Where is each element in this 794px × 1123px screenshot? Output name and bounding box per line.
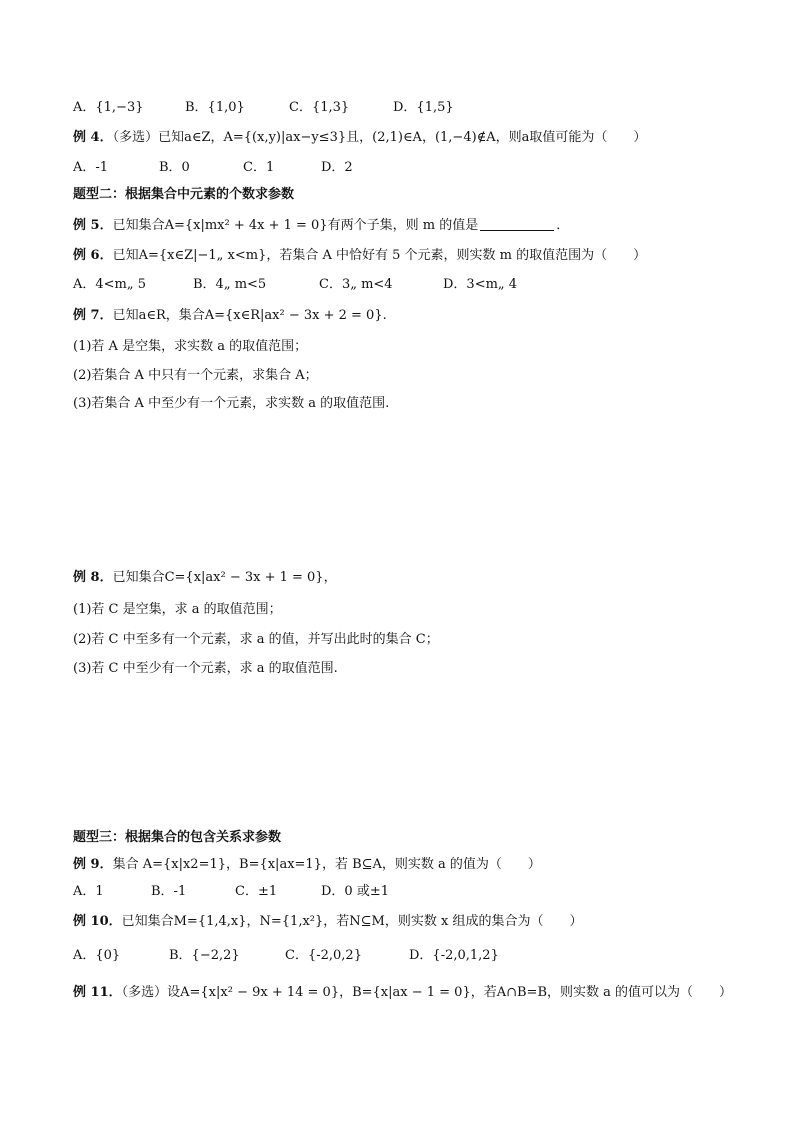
ex10-option-b: B．{−2,2}	[169, 948, 240, 963]
example-4-text: （多选）已知a∈Z，A={(x,y)|ax−y≤3}且，(2,1)∈A，(1,−4)∉A，则a取值可能为（ ）	[112, 130, 647, 145]
ex10-option-c: C．{-2,0,2}	[285, 948, 362, 963]
ex9-option-a: A．1	[73, 884, 104, 899]
ex4-option-d: D．2	[321, 160, 353, 175]
section-heading-3: 题型三：根据集合的包含关系求参数	[73, 830, 282, 845]
answer-blank	[480, 216, 554, 231]
example-7-part-3: (3)若集合 A 中至少有一个元素，求实数 a 的取值范围.	[73, 396, 390, 411]
example-5-end: ．	[556, 218, 570, 233]
example-10-stem	[73, 912, 734, 932]
ex9-option-c: C．±1	[235, 884, 278, 899]
example-8-stem	[73, 568, 734, 588]
example-6-stem	[73, 246, 734, 266]
example-6-text: 已知A={x∈Z|−1„ x<m}，若集合 A 中恰好有 5 个元素，则实数 m 的取值范围为（ ）	[112, 248, 647, 263]
example-6-options	[73, 275, 734, 295]
q3-option-d: D．{1,5}	[393, 100, 454, 115]
example-9-options	[73, 882, 734, 902]
example-8-part-3: (3)若 C 中至少有一个元素，求 a 的取值范围.	[73, 661, 338, 676]
example-5	[73, 216, 734, 236]
example-10-text: 已知集合M={1,4,x}，N={1,x²}，若N⊆M，则实数 x 组成的集合为（ ）	[121, 914, 583, 929]
example-11-stem	[73, 983, 734, 1003]
section-heading-2: 题型二：根据集合中元素的个数求参数	[73, 187, 295, 202]
example-7-label: 例 7．	[73, 308, 113, 323]
ex6-option-a: A．4<m„ 5	[73, 277, 147, 292]
example-7-part-1: (1)若 A 是空集，求实数 a 的取值范围；	[73, 339, 308, 354]
ex6-option-b: B．4„ m<5	[193, 277, 267, 292]
ex9-option-b: B．-1	[151, 884, 187, 899]
example-8-text: 已知集合C={x|ax² − 3x + 1 = 0}，	[112, 570, 337, 585]
ex4-option-c: C．1	[243, 160, 275, 175]
example-6-label: 例 6．	[73, 248, 113, 263]
ex4-option-b: B．0	[159, 160, 190, 175]
ex6-option-d: D．3<m„ 4	[443, 277, 518, 292]
example-10-label: 例 10．	[73, 914, 122, 929]
example-7-part-2: (2)若集合 A 中只有一个元素，求集合 A；	[73, 368, 318, 383]
q3-options	[73, 98, 734, 118]
example-11-text: （多选）设A={x|x² − 9x + 14 = 0}，B={x|ax − 1 = 0}，若A∩B=B，则实数 a 的值可以为（ ）	[121, 985, 733, 1000]
q3-option-b: B．{1,0}	[185, 100, 245, 115]
example-8-label: 例 8．	[73, 570, 113, 585]
ex9-option-d: D．0 或±1	[321, 884, 389, 899]
example-4-stem	[73, 128, 734, 148]
ex10-option-a: A．{0}	[73, 948, 121, 963]
q3-option-a: A．{1,−3}	[73, 100, 144, 115]
q3-option-c: C．{1,3}	[289, 100, 350, 115]
example-11-label: 例 11．	[73, 985, 122, 1000]
ex10-option-d: D．{-2,0,1,2}	[409, 948, 499, 963]
example-5-text: 已知集合A={x|mx² + 4x + 1 = 0}有两个子集，则 m 的值是	[112, 218, 479, 233]
example-4-options	[73, 158, 734, 178]
example-7-stem	[73, 306, 734, 326]
example-10-options	[73, 946, 734, 966]
example-7-text: 已知a∈R，集合A={x∈R|ax² − 3x + 2 = 0}.	[112, 308, 387, 323]
example-8-part-1: (1)若 C 是空集，求 a 的取值范围；	[73, 602, 282, 617]
example-4-label: 例 4．	[73, 130, 113, 145]
example-9-stem	[73, 855, 734, 875]
example-9-label: 例 9．	[73, 857, 113, 872]
ex4-option-a: A．-1	[73, 160, 109, 175]
ex6-option-c: C．3„ m<4	[319, 277, 393, 292]
example-8-part-2: (2)若 C 中至多有一个元素，求 a 的值，并写出此时的集合 C；	[73, 632, 439, 647]
example-9-text: 集合 A={x|x2=1}，B={x|ax=1}，若 B⊆A，则实数 a 的值为（ ）	[112, 857, 541, 872]
example-5-label: 例 5．	[73, 218, 113, 233]
